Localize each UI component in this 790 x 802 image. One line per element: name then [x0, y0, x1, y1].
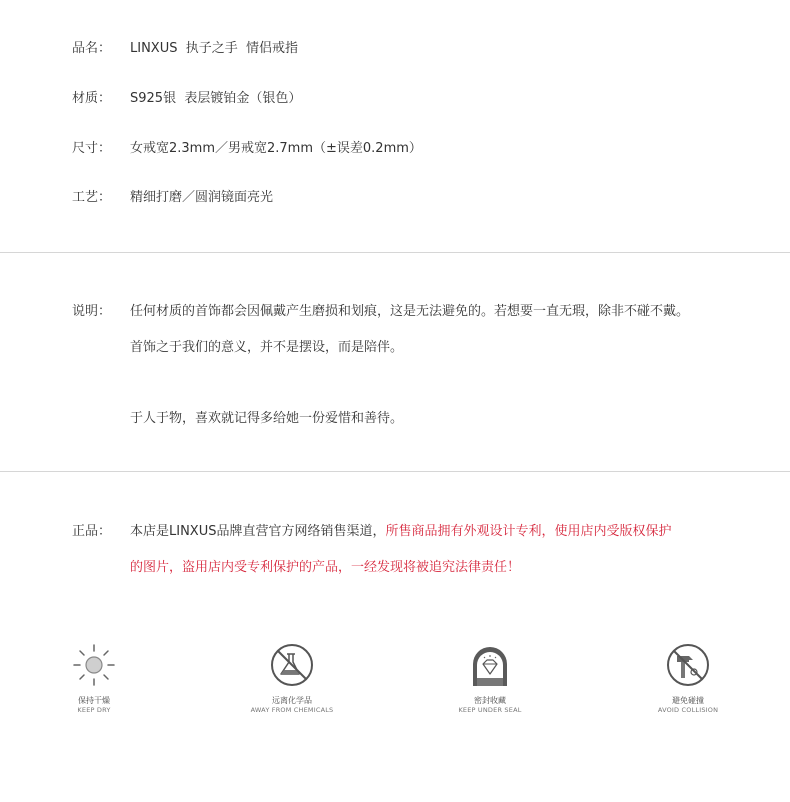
- care-keep-sealed-en: KEEP UNDER SEAL: [458, 706, 522, 714]
- care-keep-sealed-cn: 密封收藏: [474, 696, 506, 705]
- note-line-3: 于人于物，喜欢就记得多给她一份爱惜和善待。: [130, 411, 404, 426]
- divider-top: [0, 252, 790, 253]
- sun-icon: [69, 642, 119, 688]
- spec-name-value: LINXUS 执子之手 情侣戒指: [130, 41, 299, 56]
- no-hammer-icon: [663, 642, 713, 688]
- genuine-line-1-plain: 本店是LINXUS品牌直营官方网络销售渠道，: [130, 524, 386, 539]
- spec-size-label: 尺寸：: [72, 141, 112, 156]
- care-item-no-chemicals: [222, 642, 362, 715]
- spec-craft-label: 工艺：: [72, 190, 112, 205]
- care-no-chemicals-cn: 远离化学品: [272, 696, 312, 705]
- note-label: 说明：: [72, 304, 112, 319]
- no-chemicals-icon: [267, 642, 317, 688]
- care-avoid-collision-en: AVOID COLLISION: [657, 706, 719, 714]
- care-keep-dry-en: KEEP DRY: [77, 706, 111, 714]
- care-item-avoid-collision: [618, 642, 758, 715]
- sealed-diamond-icon: [465, 642, 515, 688]
- spec-craft-value: 精细打磨／圆润镜面亮光: [130, 190, 274, 205]
- care-avoid-collision-cn: 避免碰撞: [672, 696, 704, 705]
- genuine-line-1-red: 所售商品拥有外观设计专利，使用店内受版权保护: [385, 524, 672, 539]
- care-no-chemicals-en: AWAY FROM CHEMICALS: [250, 706, 334, 714]
- genuine-line-2: 的图片，盗用店内受专利保护的产品，一经发现将被追究法律责任！: [130, 560, 521, 575]
- care-item-keep-sealed: [420, 642, 560, 715]
- care-item-keep-dry: [24, 642, 164, 715]
- spec-material-label: 材质：: [72, 91, 112, 106]
- care-keep-dry-cn: 保持干燥: [78, 696, 110, 705]
- note-line-2: 首饰之于我们的意义，并不是摆设，而是陪伴。: [130, 340, 404, 355]
- note-line-1: 任何材质的首饰都会因佩戴产生磨损和划痕，这是无法避免的。若想要一直无瑕，除非不碰不戴。: [130, 304, 690, 319]
- genuine-label: 正品：: [72, 524, 112, 539]
- spec-name-label: 品名：: [72, 41, 112, 56]
- spec-material-value: S925银 表层镀铂金（银色）: [130, 91, 302, 106]
- genuine-line-1: [130, 523, 672, 541]
- spec-size-value: 女戒宽2.3mm／男戒宽2.7mm（±误差0.2mm）: [130, 141, 422, 156]
- divider-middle: [0, 471, 790, 472]
